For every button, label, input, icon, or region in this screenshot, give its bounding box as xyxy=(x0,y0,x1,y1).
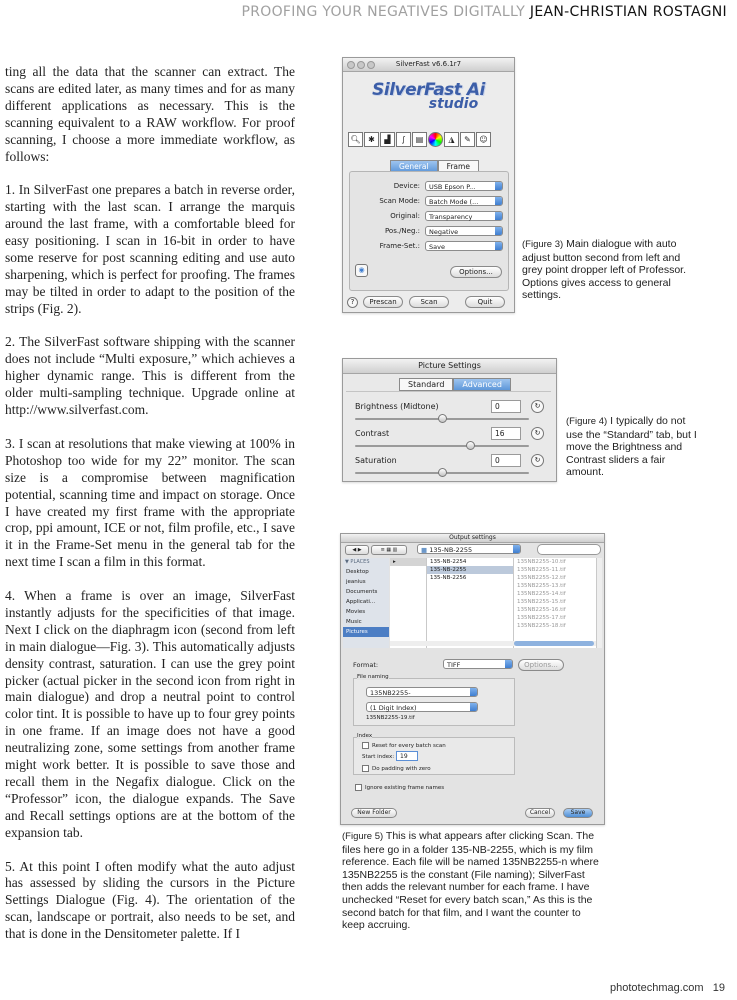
file-row[interactable]: 135NB2255-17.tif xyxy=(517,615,566,621)
aperture-icon[interactable]: ✱ xyxy=(364,132,379,147)
pos-neg-label: Pos./Neg.: xyxy=(384,227,420,235)
file-row[interactable]: 135NB2255-12.tif xyxy=(517,575,566,581)
sidebar-item-pictures[interactable]: Pictures xyxy=(343,627,389,637)
format-select[interactable]: TIFF xyxy=(443,659,513,669)
running-header xyxy=(242,4,727,20)
picture-settings-tabs xyxy=(399,378,511,391)
sidebar-item-applications[interactable]: Applicati... xyxy=(346,599,376,605)
figure-3-caption xyxy=(522,238,702,302)
site-name: phototechmag.com xyxy=(610,982,704,994)
figure-4-caption xyxy=(566,415,698,479)
paragraph: 1. In SilverFast one prepares a batch in reverse order, starting with the last scan. I arrange the marquis around the last frame, with a comfortable bleed for easy positioning. I scan in 16-bit in order to have some reserve for post scanning editing and use auto sharpening, which is perfect for proofing. The frames may be tilted in order to adapt to the position of the strips (Fig. 2). xyxy=(5,182,295,316)
file-naming-title: File naming xyxy=(357,674,389,680)
sidebar-item-movies[interactable]: Movies xyxy=(346,609,366,615)
logo-line1: SilverFast Ai xyxy=(372,80,485,100)
body-text xyxy=(5,64,295,960)
scan-mode-select[interactable]: Batch Mode (... xyxy=(425,196,503,206)
path-select[interactable] xyxy=(417,544,521,554)
file-name-preview: 135NB2255-19.tif xyxy=(366,715,415,721)
triangle-icon[interactable]: ◮ xyxy=(444,132,459,147)
article-title: PROOFING YOUR NEGATIVES DIGITALLY xyxy=(241,4,526,20)
brightness-field[interactable]: 0 xyxy=(491,400,521,413)
column-files xyxy=(514,558,597,648)
caption-number: (Figure 3) xyxy=(522,239,564,250)
histogram-icon[interactable]: ▟ xyxy=(380,132,395,147)
tab-standard[interactable]: Standard xyxy=(399,378,453,391)
folder-row-selected[interactable]: 135-NB-2255 xyxy=(427,566,513,574)
browser-toolbar xyxy=(341,543,604,557)
prescan-button[interactable]: Prescan xyxy=(363,296,403,308)
reset-option[interactable] xyxy=(362,742,446,749)
vertical-scrollbar[interactable] xyxy=(597,558,602,648)
scan-button[interactable]: Scan xyxy=(409,296,449,308)
brightness-slider[interactable] xyxy=(438,414,447,423)
contrast-label: Contrast xyxy=(355,429,390,438)
sidebar-item-home[interactable]: jeanius xyxy=(346,579,366,585)
format-label: Format: xyxy=(353,661,379,669)
title-bar xyxy=(341,534,604,543)
naming-select[interactable]: 135NB2255- xyxy=(366,687,478,697)
file-row[interactable]: 135NB2255-15.tif xyxy=(517,599,566,605)
tab-advanced[interactable]: Advanced xyxy=(453,378,511,391)
file-row[interactable]: 135NB2255-11.tif xyxy=(517,567,566,573)
title-bar xyxy=(343,58,514,72)
frame-set-select[interactable]: Save xyxy=(425,241,503,251)
paragraph: 3. I scan at resolutions that make viewing at 100% in Photoshop too wide for my 22” monitor. The scan size is a compromise between magnification potential, scanning time and impact on storage. Once I have created my first frame with the appropriate crop, ppi amount, ICE or not, film profile, etc., I save it in the Frame-Set menu in the general tab for the next time I scan a film in this format. xyxy=(5,435,295,570)
window-title: Picture Settings xyxy=(418,361,481,370)
index-group xyxy=(353,733,515,775)
file-naming-group xyxy=(353,674,515,726)
folder-icon: ■ xyxy=(421,546,428,554)
parent-folder-row[interactable]: ▸ xyxy=(390,558,426,566)
original-label: Original: xyxy=(390,212,420,220)
padding-label: Do padding with zero xyxy=(372,766,431,772)
paragraph: 5. At this point I often modify what the auto adjust has assessed by sliding the cursors in the Picture Settings Dialogue (Fig. 4). The orientation of the scan, landscape or portrait, also needs to be set, and that is done in the Densitometer palette. If I xyxy=(5,858,295,942)
file-row[interactable]: 135NB2255-14.tif xyxy=(517,591,566,597)
file-row[interactable]: 135NB2255-13.tif xyxy=(517,583,566,589)
sidebar-item-desktop[interactable]: Desktop xyxy=(346,569,369,575)
reset-label: Reset for every batch scan xyxy=(372,743,446,749)
settings-panel xyxy=(349,171,509,291)
search-input[interactable] xyxy=(537,544,601,555)
tool-icons xyxy=(348,132,513,151)
places-sidebar xyxy=(343,558,389,648)
padding-option[interactable] xyxy=(362,765,431,772)
page-number: 19 xyxy=(712,982,725,994)
places-heading: ▼ PLACES xyxy=(345,559,370,565)
paragraph: 4. When a frame is over an image, SilverFast instantly adjusts for the specificities of that image. Next I click on the diaphragm icon (second from left in main dialogue—Fig. 3). This automatically adjusts density contrast, saturation. I can use the grey point picker (actual picker in the second icon from right in main dialogue) and drop a neutral point to control color tint. It is possible to have up to four grey points in one frame. If an image does not have a good neutralizing zone, some settings from another frame might work better. It is possible to save those and recall them in the Negafix dialogue. Click on the “Professor” icon, the dialogue expands. The Save and Recall settings options are at the bottom of the expansion tab. xyxy=(5,588,295,840)
view-mode-buttons[interactable]: ≡ ▦ ▥ xyxy=(371,545,407,555)
caption-text: Main dialogue with auto adjust button second from left and grey point dropper left of Professor. Options gives access to general settings. xyxy=(522,238,687,302)
quit-button[interactable]: Quit xyxy=(465,296,505,308)
picture-settings-window xyxy=(342,358,557,482)
device-select[interactable]: USB Epson P... xyxy=(425,181,503,191)
saturation-reset-icon[interactable]: ↻ xyxy=(531,454,544,467)
brightness-label: Brightness (Midtone) xyxy=(355,402,439,411)
silverfast-main-window xyxy=(342,57,515,313)
format-options-button[interactable]: Options... xyxy=(518,659,564,671)
ignore-label: Ignore existing frame names xyxy=(365,785,445,791)
logo-line2: studio xyxy=(428,96,479,112)
contrast-track xyxy=(355,445,529,447)
sliders-panel xyxy=(346,391,551,480)
caption-text: I typically do not use the “Standard” tab, but I move the Brightness and Contrast sliders a fair amount. xyxy=(566,415,697,479)
paragraph: 2. The SilverFast software shipping with the scanner does not include “Multi exposure,” which achieves a higher dynamic range. This is different from the older multi-sampling technique. Upgrade online at http://www.silverfast.com. xyxy=(5,334,295,418)
ignore-option[interactable] xyxy=(355,784,444,791)
cancel-button[interactable]: Cancel xyxy=(525,808,555,818)
output-settings-window xyxy=(340,533,605,825)
info-icon[interactable]: ? xyxy=(347,297,358,308)
tab-frame[interactable]: Frame xyxy=(438,160,479,173)
title-bar xyxy=(343,359,556,374)
start-index-field[interactable]: 19 xyxy=(396,751,418,761)
brightness-reset-icon[interactable]: ↻ xyxy=(531,400,544,413)
column-folders xyxy=(427,558,514,648)
save-button[interactable]: Save xyxy=(563,808,593,818)
window-controls[interactable] xyxy=(347,61,377,74)
original-select[interactable]: Transparency xyxy=(425,211,503,221)
ignore-checkbox[interactable] xyxy=(355,784,362,791)
color-wheel-icon[interactable] xyxy=(428,132,443,147)
magnifier-icon[interactable]: 🔍︎ xyxy=(348,132,363,147)
sidebar-item-music[interactable]: Music xyxy=(346,619,362,625)
pos-neg-select[interactable]: Negative xyxy=(425,226,503,236)
file-row[interactable]: 135NB2255-10.tif xyxy=(517,559,566,565)
tab-general[interactable]: General xyxy=(390,160,438,173)
contrast-slider[interactable] xyxy=(466,441,475,450)
article-author: JEAN-CHRISTIAN ROSTAGNI xyxy=(529,4,727,20)
horizontal-scrollbar[interactable] xyxy=(390,641,596,646)
new-folder-button[interactable]: New Folder xyxy=(351,808,397,818)
caption-text: This is what appears after clicking Scan. The files here go in a folder 135-NB-2255, which is my film reference. Each file will be named 135NB2255-n where 135NB2255 is the constant (File naming); SilverFast then adds the relevant number for each frame. I have unchecked “Reset for every batch scan,” As this is the second batch for that film, and I want the counter to keep accruing. xyxy=(342,830,599,932)
contrast-reset-icon[interactable]: ↻ xyxy=(531,427,544,440)
saturation-field[interactable]: 0 xyxy=(491,454,521,467)
file-row[interactable]: 135NB2255-18.tif xyxy=(517,623,566,629)
current-path: 135-NB-2255 xyxy=(429,546,473,554)
silverfast-logo xyxy=(343,80,514,112)
figure-5-caption xyxy=(342,830,604,932)
page-footer xyxy=(610,982,725,994)
grey-point-dropper-icon[interactable]: ✎ xyxy=(460,132,475,147)
paragraph: ting all the data that the scanner can extract. The scans are edited later, as many times and for as many different applications as necessary. This is the scanning equivalent to a RAW workflow. For proof scanning, I choose a more immediate workflow, as follows: xyxy=(5,64,295,164)
folder-row[interactable]: 135-NB-2254 xyxy=(430,559,467,565)
window-title: SilverFast v6.6.1r7 xyxy=(395,60,462,68)
window-title: Output settings xyxy=(449,534,496,541)
scan-mode-label: Scan Mode: xyxy=(379,197,420,205)
caption-number: (Figure 4) xyxy=(566,416,608,427)
curve-icon[interactable]: ∫ xyxy=(396,132,411,147)
options-button[interactable]: Options... xyxy=(450,266,502,278)
sidebar-item-documents[interactable]: Documents xyxy=(346,589,378,595)
folder-row[interactable]: 135-NB-2256 xyxy=(430,575,467,581)
digit-index-select[interactable]: (1 Digit Index) xyxy=(366,702,478,712)
saturation-slider[interactable] xyxy=(438,468,447,477)
zoom-icon[interactable]: ◉ xyxy=(355,264,368,277)
frame-set-label: Frame-Set.: xyxy=(379,242,420,250)
file-row[interactable]: 135NB2255-16.tif xyxy=(517,607,566,613)
caption-number: (Figure 5) xyxy=(342,831,384,842)
professor-icon[interactable]: ☺ xyxy=(476,132,491,147)
saturation-label: Saturation xyxy=(355,456,397,465)
index-title: Index xyxy=(357,733,373,739)
column-parent xyxy=(390,558,427,648)
reset-checkbox[interactable] xyxy=(362,742,369,749)
back-forward-buttons[interactable]: ◀ ▶ xyxy=(345,545,369,555)
levels-icon[interactable]: ▤ xyxy=(412,132,427,147)
padding-checkbox[interactable] xyxy=(362,765,369,772)
contrast-field[interactable]: 16 xyxy=(491,427,521,440)
start-index-label: Start index: xyxy=(362,754,395,760)
device-label: Device: xyxy=(393,182,420,190)
